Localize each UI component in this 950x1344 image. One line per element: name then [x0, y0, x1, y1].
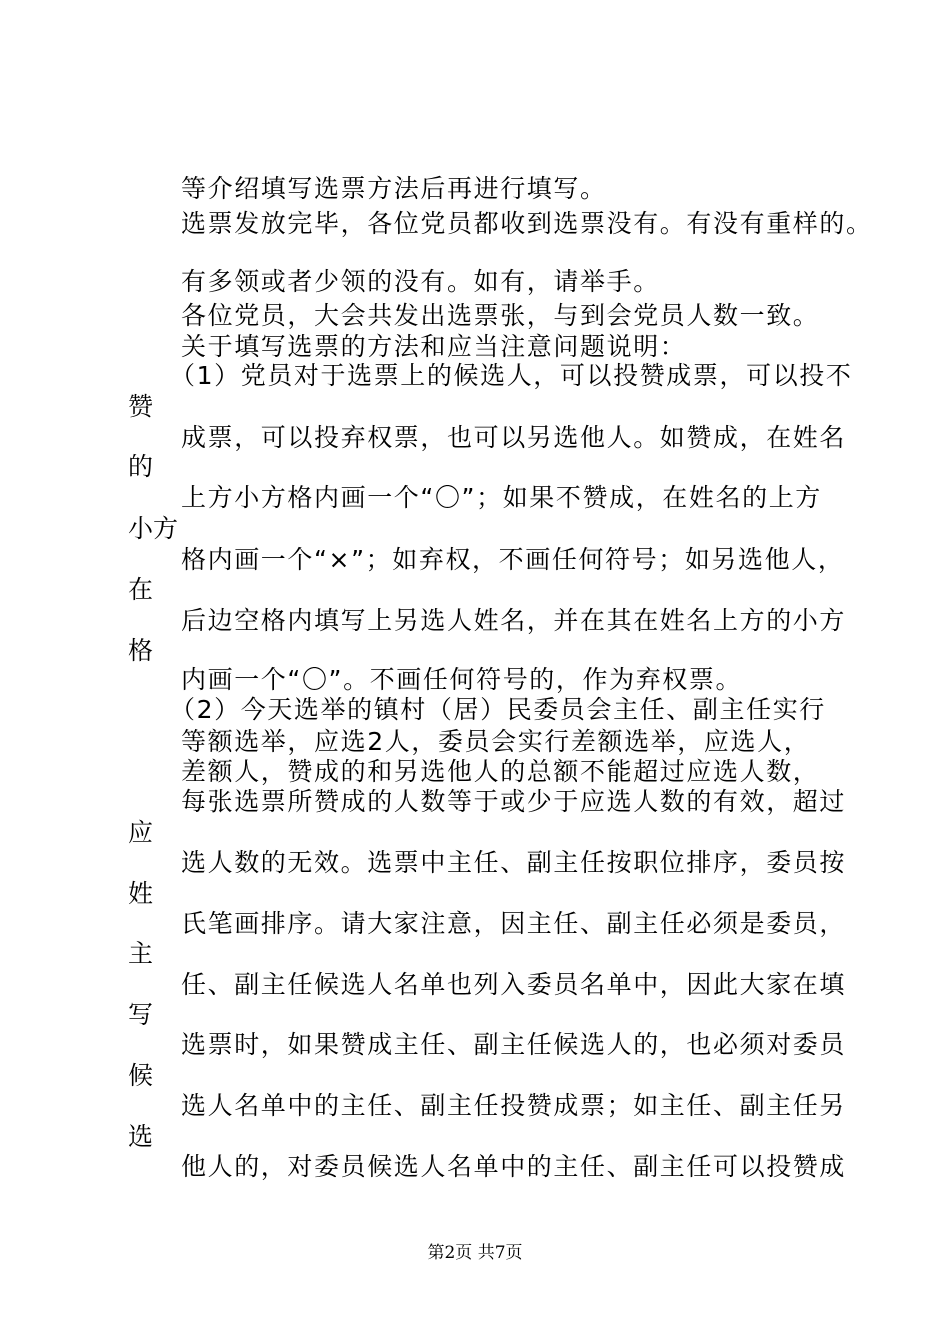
- text-line: 选票发放完毕，各位党员都收到选票没有。有没有重样的。: [181, 209, 873, 238]
- wrapped-char: 的: [128, 452, 154, 481]
- text-line: 等介绍填写选票方法后再进行填写。: [181, 174, 607, 203]
- wrapped-char: 格: [128, 636, 154, 665]
- wrapped-char: 姓: [128, 879, 154, 908]
- text-line: 各位党员，大会共发出选票张，与到会党员人数一致。: [181, 301, 820, 330]
- text-line: 成票，可以投弃权票，也可以另选他人。如赞成，在姓名: [181, 423, 847, 452]
- wrapped-char: 小方: [128, 514, 179, 543]
- text-line: 选人名单中的主任、副主任投赞成票；如主任、副主任另: [181, 1091, 847, 1120]
- text-line: 选票时，如果赞成主任、副主任候选人的，也必须对委员: [181, 1030, 847, 1059]
- text-line: 氏笔画排序。请大家注意，因主任、副主任必须是委员，: [181, 909, 847, 938]
- text-line: 关于填写选票的方法和应当注意问题说明：: [181, 332, 687, 361]
- text-line: 格内画一个“×”；如弃权，不画任何符号；如另选他人，: [181, 545, 845, 574]
- text-line: （2）今天选举的镇村（居）民委员会主任、副主任实行: [170, 695, 826, 724]
- wrapped-char: 选: [128, 1122, 154, 1151]
- wrapped-char: 主: [128, 939, 154, 968]
- text-line: 内画一个“〇”。不画任何符号的，作为弃权票。: [181, 665, 743, 694]
- wrapped-char: 写: [128, 1000, 154, 1029]
- text-line: 任、副主任候选人名单也列入委员名单中，因此大家在填: [181, 970, 847, 999]
- text-line: 后边空格内填写上另选人姓名，并在其在姓名上方的小方: [181, 606, 847, 635]
- text-line: 差额人，赞成的和另选他人的总额不能超过应选人数，: [181, 757, 820, 786]
- text-line: 等额选举，应选2人，委员会实行差额选举，应选人，: [181, 727, 811, 756]
- text-line: 上方小方格内画一个“〇”；如果不赞成，在姓名的上方: [181, 483, 822, 512]
- wrapped-char: 赞: [128, 392, 154, 421]
- wrapped-char: 在: [128, 575, 154, 604]
- text-line: （1）党员对于选票上的候选人，可以投赞成票，可以投不: [170, 361, 853, 390]
- page-number-footer: 第2页 共7页: [427, 1243, 523, 1263]
- text-line: 选人数的无效。选票中主任、副主任按职位排序，委员按: [181, 848, 847, 877]
- text-line: 每张选票所赞成的人数等于或少于应选人数的有效，超过: [181, 787, 847, 816]
- wrapped-char: 候: [128, 1061, 154, 1090]
- text-line: 有多领或者少领的没有。如有，请举手。: [181, 267, 660, 296]
- text-line: 他人的，对委员候选人名单中的主任、副主任可以投赞成: [181, 1152, 847, 1181]
- wrapped-char: 应: [128, 818, 154, 847]
